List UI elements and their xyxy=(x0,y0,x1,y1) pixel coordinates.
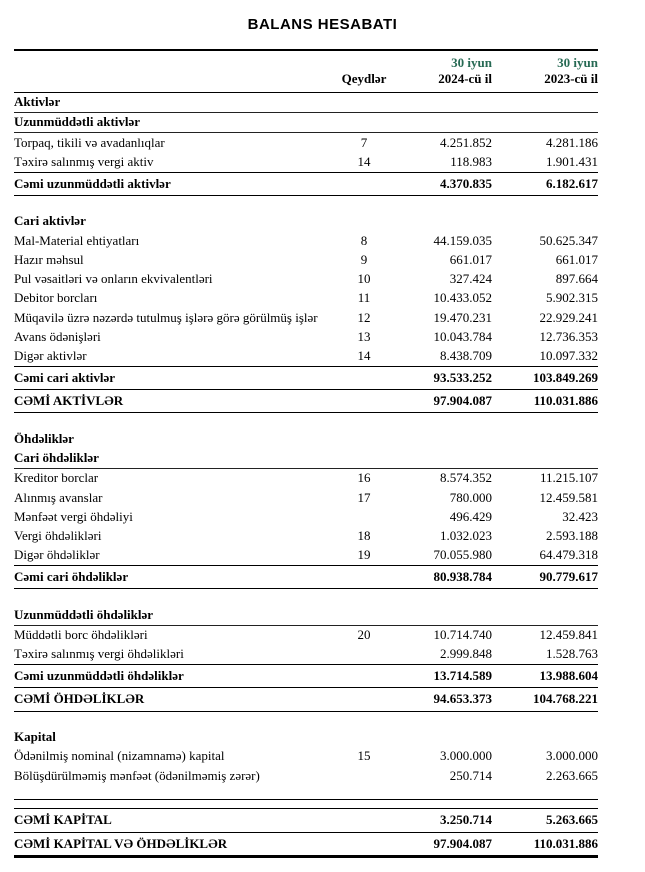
table-row xyxy=(14,327,598,346)
row-note: 17 xyxy=(357,489,371,505)
table-row xyxy=(14,747,598,766)
row-value-2023: 11.215.107 xyxy=(539,470,598,486)
table-row xyxy=(14,308,598,327)
row-note: 16 xyxy=(357,470,371,486)
row-value-2023: 64.479.318 xyxy=(539,547,598,563)
row-value-2023: 4.281.186 xyxy=(546,134,598,150)
row-value-2023: 5.263.665 xyxy=(546,812,598,828)
section-divider-rule xyxy=(14,799,598,800)
row-value-2024: 250.714 xyxy=(449,767,492,783)
row-label: Təxirə salınmış vergi aktiv xyxy=(14,153,154,169)
row-label: Hazır məhsul xyxy=(14,251,84,267)
row-value-2024: 3.250.714 xyxy=(440,812,492,828)
row-label: Avans ödənişləri xyxy=(14,328,101,344)
row-value-2024: 93.533.252 xyxy=(433,369,492,385)
table-row xyxy=(14,347,598,366)
row-value-2023: 12.736.353 xyxy=(539,328,598,344)
row-label: Digər öhdəliklər xyxy=(14,547,100,563)
row-label: Mənfəət vergi öhdəliyi xyxy=(14,508,133,524)
row-value-2023: 661.017 xyxy=(555,251,598,267)
table-row xyxy=(14,546,598,565)
row-value-2024: 3.000.000 xyxy=(440,748,492,764)
row-value-2023: 13.988.604 xyxy=(539,668,598,683)
row-value-2024: 118.983 xyxy=(450,153,492,169)
row-label: Debitor borcları xyxy=(14,290,98,306)
row-value-2024: 4.251.852 xyxy=(440,134,492,150)
total-label: CƏMİ AKTİVLƏR xyxy=(14,393,124,408)
row-value-2024: 97.904.087 xyxy=(433,835,492,851)
table-row xyxy=(14,133,598,152)
table-header-row xyxy=(14,49,598,93)
section-label: Uzunmüddətli aktivlər xyxy=(14,114,141,130)
row-value-2024: 94.653.373 xyxy=(433,691,492,707)
total-label: Cəmi uzunmüddətli aktivlər xyxy=(14,175,171,191)
total-row xyxy=(14,366,598,390)
total-label: CƏMİ KAPİTAL xyxy=(14,812,112,828)
section-label: Aktivlər xyxy=(14,94,61,109)
row-value-2023: 10.097.332 xyxy=(539,348,598,363)
row-value-2023: 32.423 xyxy=(562,508,598,524)
table-row xyxy=(14,289,598,308)
row-value-2023: 103.849.269 xyxy=(533,369,598,385)
row-label: Alınmış avanslar xyxy=(14,489,103,505)
row-value-2024: 4.370.835 xyxy=(440,175,492,191)
row-value-2024: 19.470.231 xyxy=(433,309,492,325)
table-row xyxy=(14,645,598,664)
row-value-2023: 12.459.581 xyxy=(539,489,598,505)
row-label: Təxirə salınmış vergi öhdəlikləri xyxy=(14,646,184,662)
grand-total-row-aktivler xyxy=(14,390,598,413)
row-value-2024: 1.032.023 xyxy=(440,528,492,543)
row-value-2024: 496.429 xyxy=(449,508,492,524)
table-row xyxy=(14,527,598,546)
row-value-2024: 80.938.784 xyxy=(433,569,492,584)
header-2024-year: 2024-cü il xyxy=(438,71,492,87)
row-note: 9 xyxy=(360,251,368,267)
row-value-2023: 104.768.221 xyxy=(533,691,598,707)
table-row xyxy=(14,250,598,269)
table-row xyxy=(14,270,598,289)
section-row-uzunmuddetli-aktivler xyxy=(14,113,598,133)
section-row-cari-ohdelikler xyxy=(14,449,598,469)
table-row xyxy=(14,152,598,171)
row-note: 13 xyxy=(357,328,371,344)
row-value-2023: 2.593.188 xyxy=(546,528,598,543)
table-row xyxy=(14,469,598,488)
header-2023-date: 30 iyun xyxy=(557,55,598,70)
row-value-2024: 8.574.352 xyxy=(440,470,492,486)
row-label: Torpaq, tikili və avadanlıqlar xyxy=(14,134,165,150)
row-label: Kreditor borclar xyxy=(14,470,99,486)
row-value-2024: 2.999.848 xyxy=(440,646,492,662)
total-label: Cəmi cari aktivlər xyxy=(14,369,116,385)
row-label: Ödənilmiş nominal (nizamnamə) kapital xyxy=(14,748,225,764)
row-value-2024: 661.017 xyxy=(449,251,492,267)
row-note: 14 xyxy=(357,348,371,363)
balance-sheet-table xyxy=(14,49,598,858)
grand-total-row-kapital-ve-ohdelikler xyxy=(14,833,598,858)
section-label: Cari öhdəliklər xyxy=(14,450,99,465)
page-title: BALANS HESABATI xyxy=(247,16,398,33)
row-value-2023: 2.263.665 xyxy=(546,767,598,783)
row-label: Vergi öhdəlikləri xyxy=(14,528,102,543)
header-col-2024 xyxy=(392,55,492,88)
grand-total-row-ohdelikler xyxy=(14,688,598,711)
row-value-2023: 50.625.347 xyxy=(539,232,598,248)
row-label: Digər aktivlər xyxy=(14,348,87,363)
table-row xyxy=(14,507,598,526)
row-note: 11 xyxy=(357,290,371,306)
row-label: Mal-Material ehtiyatları xyxy=(14,232,140,248)
row-label: Bölüşdürülməmiş mənfəət (ödənilməmiş zərər) xyxy=(14,767,260,783)
section-label: Uzunmüddətli öhdəliklər xyxy=(14,606,154,622)
header-2023-year: 2023-cü il xyxy=(544,71,598,87)
section-row-aktivler xyxy=(14,93,598,113)
table-row xyxy=(14,231,598,250)
row-value-2023: 897.664 xyxy=(555,271,598,286)
section-row-kapital xyxy=(14,728,598,747)
row-note: 14 xyxy=(357,153,371,169)
total-label: CƏMİ KAPİTAL VƏ ÖHDƏLİKLƏR xyxy=(14,835,228,851)
row-note: 8 xyxy=(360,232,368,248)
row-value-2024: 327.424 xyxy=(449,271,492,286)
table-row xyxy=(14,766,598,785)
section-label: Öhdəliklər xyxy=(14,430,74,446)
table-row xyxy=(14,626,598,645)
total-label: Cəmi cari öhdəliklər xyxy=(14,569,129,584)
section-row-cari-aktivler xyxy=(14,212,598,231)
row-value-2024: 10.433.052 xyxy=(433,290,492,306)
row-value-2024: 70.055.980 xyxy=(433,547,492,563)
row-note: 15 xyxy=(357,748,371,764)
row-value-2023: 5.902.315 xyxy=(546,290,598,306)
header-notes-label: Qeydlər xyxy=(341,71,387,87)
row-value-2023: 12.459.841 xyxy=(539,627,598,642)
header-2024-date: 30 iyun xyxy=(451,55,492,70)
row-label: Müddətli borc öhdəlikləri xyxy=(14,627,148,642)
grand-total-row-kapital xyxy=(14,808,598,832)
row-note: 12 xyxy=(357,309,371,325)
total-label: CƏMİ ÖHDƏLİKLƏR xyxy=(14,691,145,707)
row-value-2023: 90.779.617 xyxy=(539,569,598,584)
section-row-uzunmuddetli-ohdelikler xyxy=(14,605,598,625)
row-note: 7 xyxy=(360,134,368,150)
row-label: Müqavilə üzrə nəzərdə tutulmuş işlərə görə görülmüş işlər xyxy=(14,309,318,325)
total-label: Cəmi uzunmüddətli öhdəliklər xyxy=(14,668,184,683)
row-value-2024: 8.438.709 xyxy=(440,348,492,363)
row-value-2024: 97.904.087 xyxy=(433,393,492,408)
row-value-2023: 22.929.241 xyxy=(539,309,598,325)
row-value-2023: 6.182.617 xyxy=(546,175,598,191)
total-row xyxy=(14,565,598,589)
row-value-2024: 780.000 xyxy=(449,489,492,505)
total-row xyxy=(14,664,598,688)
table-row xyxy=(14,488,598,507)
row-value-2023: 110.031.886 xyxy=(533,835,598,851)
section-label: Kapital xyxy=(14,729,56,744)
section-row-ohdelikler xyxy=(14,429,598,448)
row-value-2023: 110.031.886 xyxy=(533,393,598,408)
row-value-2024: 10.714.740 xyxy=(433,627,492,642)
total-row xyxy=(14,172,598,196)
row-label: Pul vəsaitləri və onların ekvivalentləri xyxy=(14,271,213,286)
row-value-2023: 3.000.000 xyxy=(546,748,598,764)
row-note: 19 xyxy=(357,547,371,563)
header-col-2023 xyxy=(492,55,598,88)
row-note: 18 xyxy=(357,528,371,543)
section-label: Cari aktivlər xyxy=(14,213,86,229)
row-value-2023: 1.901.431 xyxy=(546,153,598,169)
row-note: 10 xyxy=(357,271,371,286)
row-value-2023: 1.528.763 xyxy=(546,646,598,662)
row-value-2024: 44.159.035 xyxy=(433,232,492,248)
row-note: 20 xyxy=(357,627,371,642)
row-value-2024: 10.043.784 xyxy=(433,328,492,344)
row-value-2024: 13.714.589 xyxy=(433,668,492,683)
